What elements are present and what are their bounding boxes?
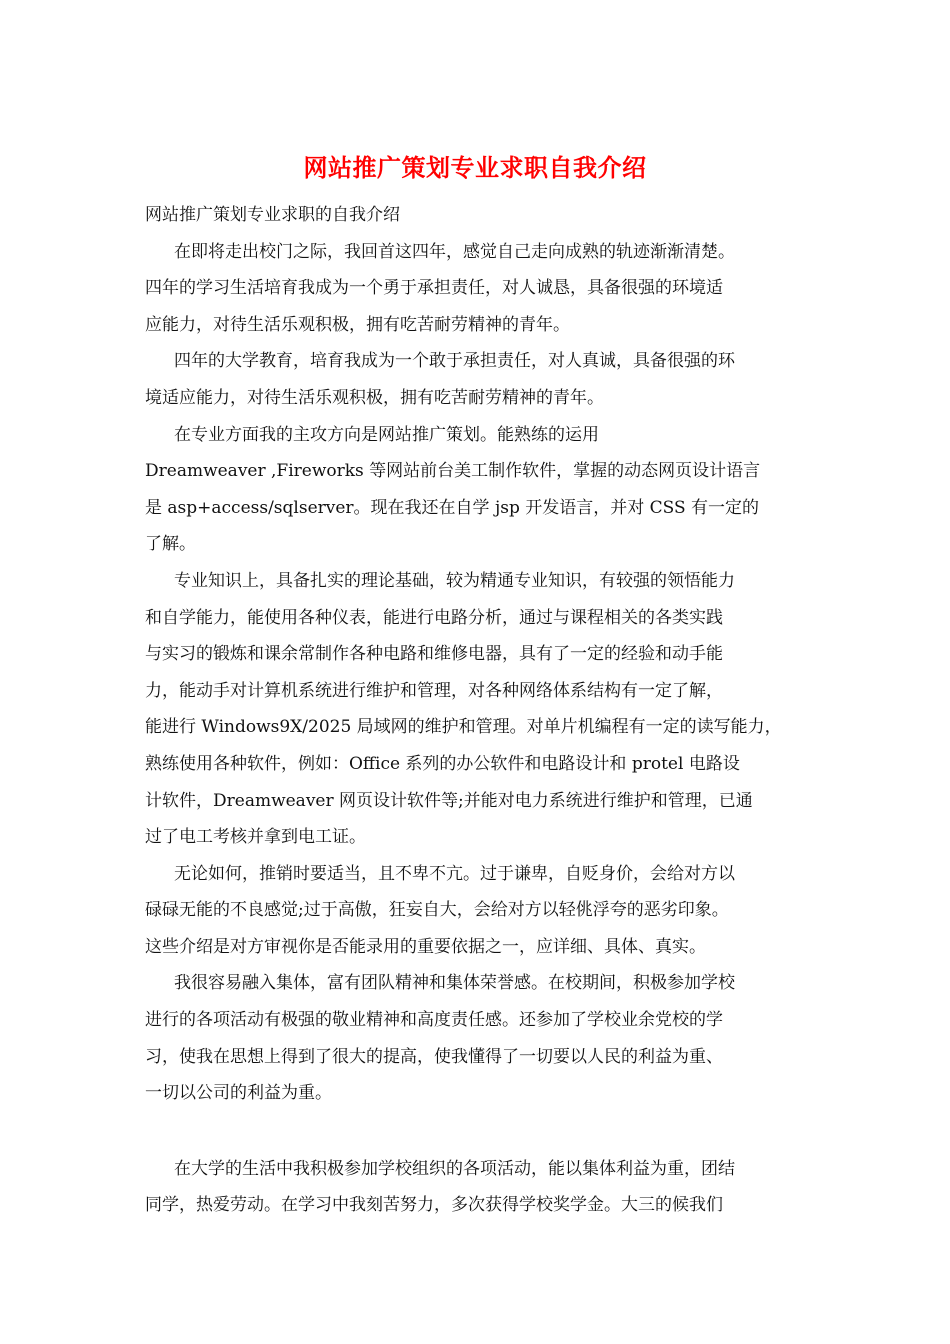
paragraph-5-line-1: 无论如何，推销时要适当，且不卑不亢。过于谦卑，自贬身价，会给对方以: [174, 863, 735, 884]
paragraph-6-line-3: 习，使我在思想上得到了很大的提高，使我懂得了一切要以人民的利益为重、: [145, 1046, 723, 1067]
paragraph-spacer: [145, 1112, 815, 1151]
paragraph-7-line-1: 在大学的生活中我积极参加学校组织的各项活动，能以集体利益为重，团结: [174, 1158, 735, 1179]
paragraph-2-line-1: 四年的大学教育，培育我成为一个敢于承担责任，对人真诚，具备很强的环: [174, 351, 735, 372]
paragraph-2-line-2: 境适应能力，对待生活乐观积极，拥有吃苦耐劳精神的青年。: [145, 387, 604, 408]
document-title: 网站推广策划专业求职自我介绍: [303, 153, 647, 182]
paragraph-3-line-3: 是 asp+access/sqlserver。现在我还在自学 jsp 开发语言，并对 CSS 有一定的: [145, 497, 760, 518]
paragraph-3-line-4: 了解。: [145, 534, 196, 555]
paragraph-4-line-6: 熟练使用各种软件，例如：Office 系列的办公软件和电路设计和 protel 电路设: [145, 753, 740, 774]
paragraph-7-line-2: 同学，热爱劳动。在学习中我刻苦努力，多次获得学校奖学金。大三的候我们: [145, 1195, 723, 1216]
paragraph-6-line-2: 进行的各项活动有极强的敬业精神和高度责任感。还参加了学校业余党校的学: [145, 1010, 723, 1031]
paragraph-3-line-1: 在专业方面我的主攻方向是网站推广策划。能熟练的运用: [174, 424, 599, 445]
paragraph-4-line-7: 计软件，Dreamweaver 网页设计软件等;并能对电力系统进行维护和管理，已通: [145, 790, 753, 811]
paragraph-4-line-5: 能进行 Windows9X/2025 局域网的维护和管理。对单片机编程有一定的读写能力，: [145, 717, 782, 738]
paragraph-4-line-3: 与实习的锻炼和课余常制作各种电路和维修电器，具有了一定的经验和动手能: [145, 644, 723, 665]
paragraph-5-line-3: 这些介绍是对方审视你是否能录用的重要依据之一，应详细、具体、真实。: [145, 936, 706, 957]
document-body: [145, 197, 815, 1224]
paragraph-4-line-1: 专业知识上，具备扎实的理论基础，较为精通专业知识，有较强的领悟能力: [174, 570, 735, 591]
paragraph-6-line-1: 我很容易融入集体，富有团队精神和集体荣誉感。在校期间，积极参加学校: [174, 973, 735, 994]
paragraph-3-line-2: Dreamweaver ,Fireworks 等网站前台美工制作软件，掌握的动态网页设计语言: [145, 461, 761, 482]
paragraph-1-line-3: 应能力，对待生活乐观积极，拥有吃苦耐劳精神的青年。: [145, 314, 570, 335]
paragraph-5-line-2: 碌碌无能的不良感觉;过于高傲，狂妄自大，会给对方以轻佻浮夸的恶劣印象。: [145, 900, 729, 921]
paragraph-1-line-2: 四年的学习生活培育我成为一个勇于承担责任，对人诚恳，具备很强的环境适: [145, 278, 723, 299]
paragraph-1-line-1: 在即将走出校门之际，我回首这四年，感觉自己走向成熟的轨迹渐渐清楚。: [174, 241, 735, 262]
paragraph-4-line-2: 和自学能力，能使用各种仪表，能进行电路分析，通过与课程相关的各类实践: [145, 607, 723, 628]
paragraph-6-line-4: 一切以公司的利益为重。: [145, 1083, 332, 1104]
paragraph-4-line-4: 力，能动手对计算机系统进行维护和管理，对各种网络体系结构有一定了解，: [145, 680, 723, 701]
paragraph-4-line-8: 过了电工考核并拿到电工证。: [145, 827, 366, 848]
document-subtitle: 网站推广策划专业求职的自我介绍: [145, 205, 400, 225]
